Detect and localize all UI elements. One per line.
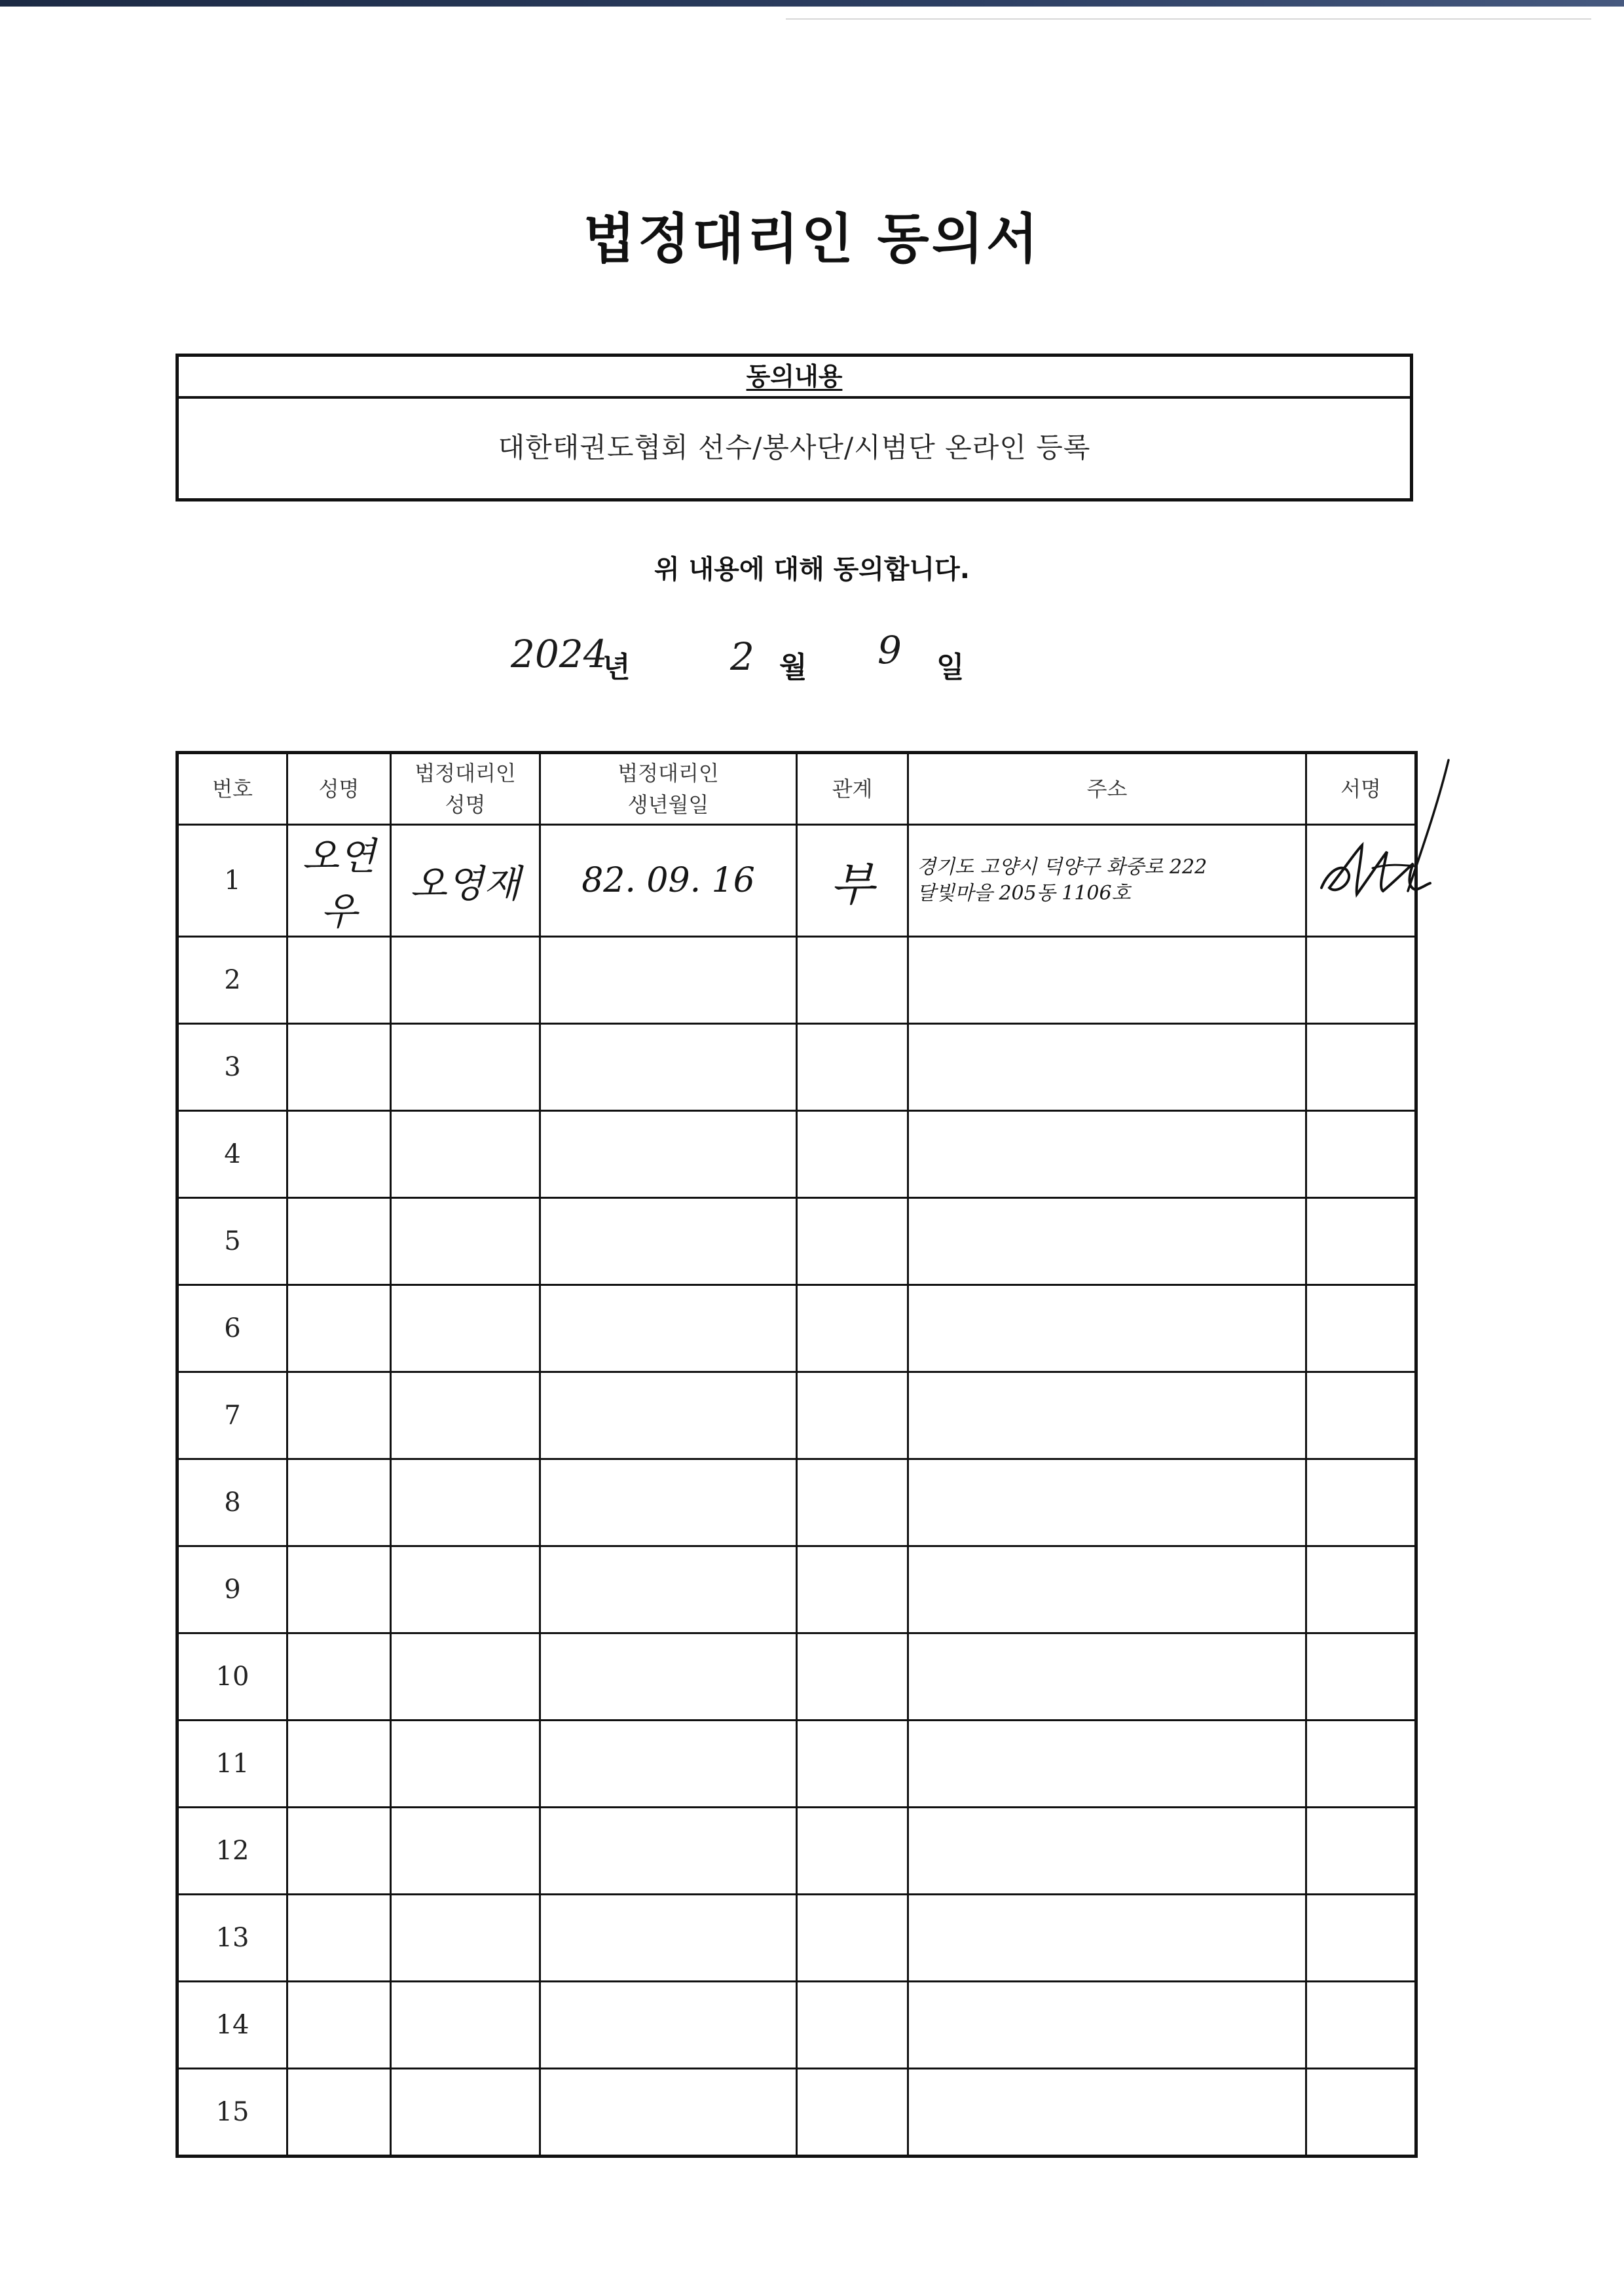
- guardian-birth-handwritten: 82. 09. 16: [581, 861, 755, 900]
- cell-name: [287, 1982, 391, 2069]
- cell-signature: [1306, 1459, 1416, 1546]
- cell-relation: [797, 1633, 908, 1721]
- row-number: 13: [177, 1895, 287, 1982]
- row-number: 4: [177, 1111, 287, 1198]
- cell-guardian-name: [391, 1982, 540, 2069]
- row-number: 8: [177, 1459, 287, 1546]
- relation-handwritten: 부: [830, 857, 875, 911]
- row-number: 7: [177, 1372, 287, 1459]
- header-guardian-name: [391, 753, 540, 825]
- consent-box: [175, 354, 1413, 501]
- cell-address: [908, 1024, 1306, 1111]
- document-title: 법정대리인 동의서: [583, 208, 1041, 270]
- cell-guardian-name: [391, 1546, 540, 1633]
- cell-signature: [1306, 2069, 1416, 2157]
- row-number: 5: [177, 1198, 287, 1285]
- table-row: [177, 1285, 1416, 1372]
- table-row: [177, 1372, 1416, 1459]
- cell-name: [287, 1895, 391, 1982]
- cell-relation: [797, 1982, 908, 2069]
- cell-name: [287, 1285, 391, 1372]
- cell-name: [287, 1111, 391, 1198]
- table-row: [177, 1198, 1416, 1285]
- cell-guardian-birth: [540, 1895, 797, 1982]
- cell-signature: [1306, 1024, 1416, 1111]
- handwritten-signature: [1310, 754, 1454, 917]
- cell-name: [287, 1721, 391, 1808]
- date-line: [511, 628, 1166, 704]
- cell-name: [287, 1459, 391, 1546]
- cell-guardian-birth: [540, 1546, 797, 1633]
- table-row: [177, 825, 1416, 937]
- row-number: 3: [177, 1024, 287, 1111]
- cell-guardian-name: [391, 1198, 540, 1285]
- cell-signature: [1306, 1895, 1416, 1982]
- cell-relation: [797, 1895, 908, 1982]
- header-guardian-birth-line2: 생년월일: [627, 792, 709, 817]
- row-number: 9: [177, 1546, 287, 1633]
- cell-relation: [797, 1459, 908, 1546]
- consent-header-label: 동의내용: [746, 362, 843, 391]
- header-guardian-name-line2: 성명: [445, 792, 486, 817]
- cell-guardian-name: [391, 1633, 540, 1721]
- cell-address: [908, 2069, 1306, 2157]
- table-row: [177, 1808, 1416, 1895]
- cell-guardian-name: [391, 1808, 540, 1895]
- header-signature: 서명: [1306, 753, 1416, 825]
- cell-relation: [797, 825, 908, 937]
- cell-guardian-birth: [540, 937, 797, 1024]
- header-guardian-name-line1: 법정대리인: [415, 761, 516, 786]
- cell-name: [287, 1633, 391, 1721]
- cell-signature: [1306, 1198, 1416, 1285]
- cell-address: [908, 1982, 1306, 2069]
- cell-guardian-birth: [540, 2069, 797, 2157]
- scan-edge-line: [786, 18, 1591, 20]
- cell-name: [287, 1808, 391, 1895]
- cell-signature: [1306, 1285, 1416, 1372]
- cell-guardian-birth: [540, 1808, 797, 1895]
- cell-address: [908, 937, 1306, 1024]
- cell-guardian-name: [391, 1111, 540, 1198]
- consent-text: 대한태권도협회 선수/봉사단/시범단 온라인 등록: [498, 431, 1091, 464]
- cell-guardian-birth: [540, 825, 797, 937]
- cell-guardian-name: [391, 937, 540, 1024]
- cell-guardian-birth: [540, 1633, 797, 1721]
- cell-signature: [1306, 1372, 1416, 1459]
- guardian-table: [175, 751, 1418, 2158]
- cell-relation: [797, 1024, 908, 1111]
- row-number: 1: [177, 825, 287, 937]
- cell-address: [908, 1721, 1306, 1808]
- guardian-name-handwritten: 오영재: [410, 862, 521, 906]
- cell-guardian-birth: [540, 1198, 797, 1285]
- cell-signature: [1306, 1633, 1416, 1721]
- cell-signature: [1306, 1111, 1416, 1198]
- cell-guardian-name: [391, 825, 540, 937]
- table-row: [177, 1895, 1416, 1982]
- cell-guardian-birth: [540, 1372, 797, 1459]
- cell-name: [287, 1372, 391, 1459]
- cell-guardian-name: [391, 1372, 540, 1459]
- cell-guardian-name: [391, 1721, 540, 1808]
- cell-name: [287, 937, 391, 1024]
- cell-guardian-birth: [540, 1459, 797, 1546]
- agreement-statement: 위 내용에 대해 동의합니다.: [654, 555, 970, 585]
- date-year-unit: 년: [602, 651, 631, 684]
- cell-guardian-birth: [540, 1982, 797, 2069]
- cell-relation: [797, 1721, 908, 1808]
- table-row: [177, 1024, 1416, 1111]
- date-day-unit: 일: [936, 651, 965, 684]
- cell-signature: [1306, 1808, 1416, 1895]
- table-row: [177, 1546, 1416, 1633]
- row-number: 10: [177, 1633, 287, 1721]
- cell-address: [908, 1111, 1306, 1198]
- table-row: [177, 1982, 1416, 2069]
- cell-guardian-name: [391, 1024, 540, 1111]
- header-name: 성명: [287, 753, 391, 825]
- date-day-handwritten: 9: [877, 628, 902, 672]
- table-row: [177, 937, 1416, 1024]
- cell-address: [908, 1198, 1306, 1285]
- address-line2-handwritten: 달빛마을 205동 1106호: [917, 882, 1131, 905]
- cell-guardian-birth: [540, 1721, 797, 1808]
- cell-signature: [1306, 825, 1416, 937]
- cell-relation: [797, 1198, 908, 1285]
- row-number: 15: [177, 2069, 287, 2157]
- header-number: 번호: [177, 753, 287, 825]
- row-number: 11: [177, 1721, 287, 1808]
- cell-address: [908, 1633, 1306, 1721]
- table-row: [177, 2069, 1416, 2157]
- cell-name: [287, 1198, 391, 1285]
- cell-address: [908, 1459, 1306, 1546]
- name-handwritten: 오연우: [302, 834, 376, 934]
- date-year-handwritten: 2024: [511, 632, 608, 676]
- date-month-handwritten: 2: [730, 634, 754, 679]
- cell-guardian-name: [391, 1285, 540, 1372]
- cell-relation: [797, 937, 908, 1024]
- row-number: 2: [177, 937, 287, 1024]
- cell-address: [908, 1546, 1306, 1633]
- cell-relation: [797, 1372, 908, 1459]
- table-header-row: [177, 753, 1416, 825]
- cell-address: [908, 1808, 1306, 1895]
- consent-header: [179, 357, 1410, 399]
- date-month-unit: 월: [779, 651, 807, 684]
- cell-address: [908, 1285, 1306, 1372]
- cell-relation: [797, 1111, 908, 1198]
- cell-name: [287, 825, 391, 937]
- cell-address: [908, 1372, 1306, 1459]
- table-row: [177, 1633, 1416, 1721]
- cell-name: [287, 1024, 391, 1111]
- cell-guardian-birth: [540, 1024, 797, 1111]
- row-number: 12: [177, 1808, 287, 1895]
- cell-guardian-name: [391, 2069, 540, 2157]
- cell-address: [908, 1895, 1306, 1982]
- table-row: [177, 1721, 1416, 1808]
- scan-edge: [0, 0, 1624, 7]
- table-row: [177, 1111, 1416, 1198]
- cell-relation: [797, 1808, 908, 1895]
- cell-signature: [1306, 1982, 1416, 2069]
- header-guardian-birth-line1: 법정대리인: [618, 761, 719, 786]
- cell-relation: [797, 1546, 908, 1633]
- table-row: [177, 1459, 1416, 1546]
- cell-signature: [1306, 1721, 1416, 1808]
- cell-signature: [1306, 1546, 1416, 1633]
- cell-relation: [797, 2069, 908, 2157]
- cell-guardian-name: [391, 1895, 540, 1982]
- cell-name: [287, 1546, 391, 1633]
- address-line1-handwritten: 경기도 고양시 덕양구 화중로 222: [917, 855, 1208, 879]
- cell-address: [908, 825, 1306, 937]
- cell-guardian-birth: [540, 1111, 797, 1198]
- header-address: 주소: [908, 753, 1306, 825]
- cell-name: [287, 2069, 391, 2157]
- cell-guardian-birth: [540, 1285, 797, 1372]
- cell-relation: [797, 1285, 908, 1372]
- cell-guardian-name: [391, 1459, 540, 1546]
- row-number: 6: [177, 1285, 287, 1372]
- cell-signature: [1306, 937, 1416, 1024]
- header-guardian-birth: [540, 753, 797, 825]
- header-relation: 관계: [797, 753, 908, 825]
- row-number: 14: [177, 1982, 287, 2069]
